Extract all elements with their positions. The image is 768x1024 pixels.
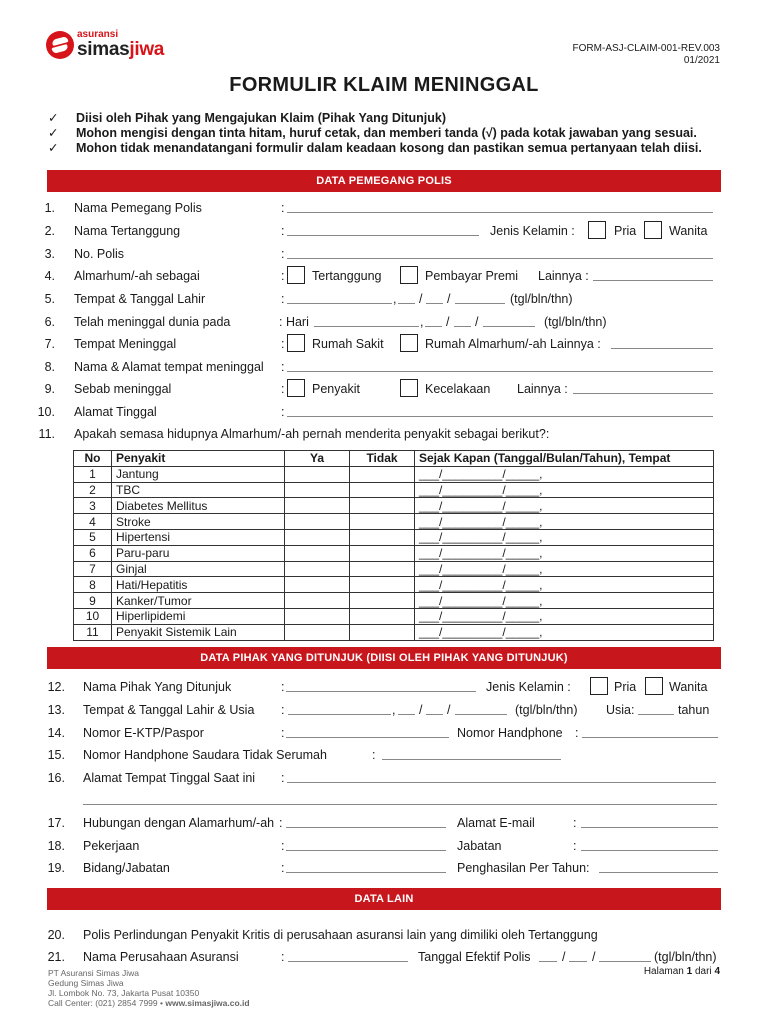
table-row <box>74 593 714 609</box>
disease-name: Jantung <box>112 466 285 482</box>
ya-cell[interactable] <box>285 577 350 593</box>
footer-contact: Call Center: (021) 2854 7999 • <box>48 998 163 1008</box>
field-row-ektp: 14. Nomor E-KTP/Paspor : Nomor Handphone : <box>0 724 768 742</box>
nama-pemegang-polis-input[interactable] <box>287 199 713 213</box>
section-header-data-lain: DATA LAIN <box>47 888 721 910</box>
disease-name: Diabetes Mellitus <box>112 498 285 514</box>
tidak-cell[interactable] <box>350 498 415 514</box>
penghasilan-input[interactable] <box>599 859 718 873</box>
disease-name: TBC <box>112 482 285 498</box>
field-row-pekerjaan: 18. Pekerjaan : Jabatan : <box>0 837 768 855</box>
ya-cell[interactable] <box>285 593 350 609</box>
table-row <box>74 482 714 498</box>
tempat-meninggal-lainnya-input[interactable] <box>611 335 713 349</box>
table-row <box>74 624 714 640</box>
usia-input[interactable] <box>638 701 674 715</box>
checkmark-icon: ✓ <box>48 126 59 140</box>
ya-cell[interactable] <box>285 529 350 545</box>
tgl-efektif-input[interactable] <box>539 948 557 962</box>
field-row-sebab-meninggal: 9. Sebab meninggal : Penyakit Kecelakaan Lainnya : <box>0 380 768 398</box>
tidak-cell[interactable] <box>350 482 415 498</box>
form-code-date: 01/2021 <box>683 55 720 66</box>
sejak-kapan-cell[interactable]: ___/_________/_____, <box>415 545 714 561</box>
nama-alamat-tempat-input[interactable] <box>287 358 713 372</box>
alamat-email-input[interactable] <box>581 814 718 828</box>
field-row-almarhum-sebagai: 4. Almarhum/-ah sebagai : Tertanggung Pembayar Premi Lainnya : <box>0 267 768 285</box>
hari-meninggal-input[interactable] <box>314 313 419 327</box>
tertanggung-checkbox[interactable] <box>287 266 305 284</box>
pria-checkbox-pihak[interactable] <box>590 677 608 695</box>
handphone-saudara-input[interactable] <box>382 746 561 760</box>
sejak-kapan-cell[interactable]: ___/_________/_____, <box>415 593 714 609</box>
disease-name: Stroke <box>112 514 285 530</box>
sejak-kapan-cell[interactable]: ___/_________/_____, <box>415 577 714 593</box>
instruction-item: ✓ Mohon mengisi dengan tinta hitam, huruf cetak, dan memberi tanda (√) pada kotak jawaban yang sesuai. <box>48 126 697 140</box>
instruction-item: ✓ Mohon tidak menandatangani formulir dalam keadaan kosong dan pastikan semua pertanyaan telah diisi. <box>48 141 702 155</box>
bidang-input[interactable] <box>286 859 446 873</box>
table-row <box>74 545 714 561</box>
disease-history-table <box>73 450 714 641</box>
thn-lahir-pihak-input[interactable] <box>455 701 507 715</box>
tgl-lahir-input[interactable] <box>398 290 415 304</box>
thn-efektif-input[interactable] <box>599 948 651 962</box>
tidak-cell[interactable] <box>350 593 415 609</box>
sejak-kapan-cell[interactable]: ___/_________/_____, <box>415 482 714 498</box>
alamat-saat-ini-input-line2[interactable] <box>83 791 717 805</box>
field-row-hubungan: 17. Hubungan dengan Alamarhum/-ah : Alamat E-mail : <box>0 814 768 832</box>
pekerjaan-input[interactable] <box>286 837 446 851</box>
field-row-polis-penyakit-kritis: 20. Polis Perlindungan Penyakit Kritis di perusahaan asuransi lain yang dimiliki oleh Tertanggung <box>47 928 598 942</box>
nama-tertanggung-input[interactable] <box>287 222 479 236</box>
field-row-ttl-usia: 13. Tempat & Tanggal Lahir & Usia : , / / (tgl/bln/thn) Usia: tahun <box>47 703 710 717</box>
pria-checkbox[interactable] <box>588 221 606 239</box>
disease-no: 2 <box>74 482 112 498</box>
bln-meninggal-input[interactable] <box>454 313 471 327</box>
bln-lahir-pihak-input[interactable] <box>426 701 443 715</box>
penyakit-checkbox[interactable] <box>287 379 305 397</box>
instruction-item: ✓ Diisi oleh Pihak yang Mengajukan Klaim (Pihak Yang Ditunjuk) <box>48 111 446 125</box>
tidak-cell[interactable] <box>350 608 415 624</box>
field-row-nama-tertanggung: 2. Nama Tertanggung : Jenis Kelamin : Pria Wanita <box>0 222 768 240</box>
disease-name: Ginjal <box>112 561 285 577</box>
disease-no: 8 <box>74 577 112 593</box>
field-row-nama-perusahaan: 21. Nama Perusahaan Asuransi : Tanggal Efektif Polis / / (tgl/bln/thn) <box>47 950 717 964</box>
ya-cell[interactable] <box>285 561 350 577</box>
form-code <box>573 43 720 67</box>
jabatan-input[interactable] <box>581 837 718 851</box>
footer-company: PT Asuransi Simas Jiwa <box>48 968 140 978</box>
tgl-lahir-pihak-input[interactable] <box>398 701 415 715</box>
ektp-input[interactable] <box>286 724 449 738</box>
disease-name: Kanker/Tumor <box>112 593 285 609</box>
sejak-kapan-cell[interactable]: ___/_________/_____, <box>415 561 714 577</box>
disease-no: 5 <box>74 529 112 545</box>
alamat-tinggal-input[interactable] <box>287 403 713 417</box>
thn-lahir-input[interactable] <box>455 290 505 304</box>
checkmark-icon: ✓ <box>48 141 59 155</box>
hubungan-input[interactable] <box>286 814 446 828</box>
nomor-handphone-input[interactable] <box>582 724 718 738</box>
tidak-cell[interactable] <box>350 529 415 545</box>
instruction-list <box>48 111 702 156</box>
ya-cell[interactable] <box>285 514 350 530</box>
sejak-kapan-cell[interactable]: ___/_________/_____, <box>415 624 714 640</box>
thn-meninggal-input[interactable] <box>483 313 535 327</box>
disease-name: Hiperlipidemi <box>112 608 285 624</box>
logo-simas-text: simas <box>77 39 130 60</box>
disease-no: 11 <box>74 624 112 640</box>
ya-cell[interactable] <box>285 545 350 561</box>
disease-name: Hati/Hepatitis <box>112 577 285 593</box>
field-row-no-polis: 3. No. Polis : <box>0 245 768 263</box>
sejak-kapan-cell[interactable]: ___/_________/_____, <box>415 514 714 530</box>
table-row <box>74 577 714 593</box>
field-row-alamat-tinggal: 10. Alamat Tinggal : <box>0 403 768 421</box>
nama-perusahaan-input[interactable] <box>288 948 408 962</box>
sejak-kapan-cell[interactable]: ___/_________/_____, <box>415 466 714 482</box>
field-row-tempat-tanggal-lahir: 5. Tempat & Tanggal Lahir : , / / (tgl/bln/thn) <box>44 292 573 306</box>
table-header-row: No Penyakit Ya Tidak Sejak Kapan (Tanggal/Bulan/Tahun), Tempat <box>74 451 714 467</box>
footer-address-line: Jl. Lombok No. 73, Jakarta Pusat 10350 <box>48 988 200 998</box>
disease-name: Hipertensi <box>112 529 285 545</box>
disease-no: 6 <box>74 545 112 561</box>
sejak-kapan-cell[interactable]: ___/_________/_____, <box>415 498 714 514</box>
tempat-lahir-pihak-input[interactable] <box>288 701 391 715</box>
tempat-lahir-input[interactable] <box>287 290 392 304</box>
logo-jiwa-text: jiwa <box>129 39 165 60</box>
field-row-tanggal-meninggal: 6. Telah meninggal dunia pada : Hari , / / (tgl/bln/thn) <box>44 315 607 329</box>
table-row <box>74 498 714 514</box>
company-logo <box>46 30 164 59</box>
disease-no: 1 <box>74 466 112 482</box>
table-row <box>74 466 714 482</box>
footer-building: Gedung Simas Jiwa <box>48 978 124 988</box>
tidak-cell[interactable] <box>350 466 415 482</box>
table-row <box>74 608 714 624</box>
field-row-alamat-saat-ini: 16. Alamat Tempat Tinggal Saat ini : <box>0 769 768 787</box>
sejak-kapan-cell[interactable]: ___/_________/_____, <box>415 529 714 545</box>
ya-cell[interactable] <box>285 624 350 640</box>
page-number: Halaman 1 dari 4 <box>643 966 720 977</box>
footer-website-link[interactable]: www.simasjiwa.co.id <box>165 998 250 1008</box>
tidak-cell[interactable] <box>350 577 415 593</box>
field-row-handphone-saudara: 15. Nomor Handphone Saudara Tidak Serumah : <box>0 746 768 764</box>
field-row-bidang: 19. Bidang/Jabatan : Penghasilan Per Tahun: <box>0 859 768 877</box>
table-row <box>74 514 714 530</box>
disease-no: 10 <box>74 608 112 624</box>
bln-lahir-input[interactable] <box>426 290 443 304</box>
section-header-pihak-ditunjuk: DATA PIHAK YANG DITUNJUK (DIISI OLEH PIHAK YANG DITUNJUK) <box>47 647 721 669</box>
tidak-cell[interactable] <box>350 545 415 561</box>
wanita-checkbox-pihak[interactable] <box>645 677 663 695</box>
bln-efektif-input[interactable] <box>569 948 587 962</box>
footer-address <box>48 968 250 1008</box>
field-row-nama-alamat-tempat: 8. Nama & Alamat tempat meninggal : <box>0 358 768 376</box>
ya-cell[interactable] <box>285 466 350 482</box>
disease-no: 7 <box>74 561 112 577</box>
table-row <box>74 529 714 545</box>
field-row-tempat-meninggal: 7. Tempat Meninggal : Rumah Sakit Rumah Almarhum/-ah Lainnya : <box>0 335 768 353</box>
ya-cell[interactable] <box>285 482 350 498</box>
disease-name: Paru-paru <box>112 545 285 561</box>
tidak-cell[interactable] <box>350 561 415 577</box>
disease-name: Penyakit Sistemik Lain <box>112 624 285 640</box>
table-row <box>74 561 714 577</box>
rumah-almarhum-checkbox[interactable] <box>400 334 418 352</box>
kecelakaan-checkbox[interactable] <box>400 379 418 397</box>
alamat-saat-ini-input[interactable] <box>287 769 716 783</box>
ya-cell[interactable] <box>285 608 350 624</box>
nama-pihak-ditunjuk-input[interactable] <box>286 678 476 692</box>
checkmark-icon: ✓ <box>48 111 59 125</box>
tidak-cell[interactable] <box>350 624 415 640</box>
no-polis-input[interactable] <box>287 245 713 259</box>
field-row-nama-pihak-ditunjuk: 12. Nama Pihak Yang Ditunjuk : Jenis Kelamin : Pria Wanita <box>0 678 768 696</box>
field-row-nama-pemegang-polis: 1. Nama Pemegang Polis : <box>0 199 768 217</box>
disease-no: 9 <box>74 593 112 609</box>
rumah-sakit-checkbox[interactable] <box>287 334 305 352</box>
sejak-kapan-cell[interactable]: ___/_________/_____, <box>415 608 714 624</box>
logo-small-text: asuransi <box>77 29 119 40</box>
section-header-pemegang-polis: DATA PEMEGANG POLIS <box>47 170 721 192</box>
pembayar-premi-checkbox[interactable] <box>400 266 418 284</box>
field-row-riwayat-penyakit: 11. Apakah semasa hidupnya Almarhum/-ah pernah menderita penyakit sebagai berikut?: <box>38 427 550 441</box>
disease-no: 3 <box>74 498 112 514</box>
page-title: FORMULIR KLAIM MENINGGAL <box>229 74 539 96</box>
logo-mark-icon <box>46 31 74 59</box>
form-code-number: FORM-ASJ-CLAIM-001-REV.003 <box>572 43 720 54</box>
tgl-meninggal-input[interactable] <box>425 313 442 327</box>
disease-no: 4 <box>74 514 112 530</box>
wanita-checkbox[interactable] <box>644 221 662 239</box>
almarhum-lainnya-input[interactable] <box>593 267 713 281</box>
field-row-alamat-saat-ini-2 <box>0 791 768 809</box>
tidak-cell[interactable] <box>350 514 415 530</box>
ya-cell[interactable] <box>285 498 350 514</box>
sebab-lainnya-input[interactable] <box>573 380 713 394</box>
